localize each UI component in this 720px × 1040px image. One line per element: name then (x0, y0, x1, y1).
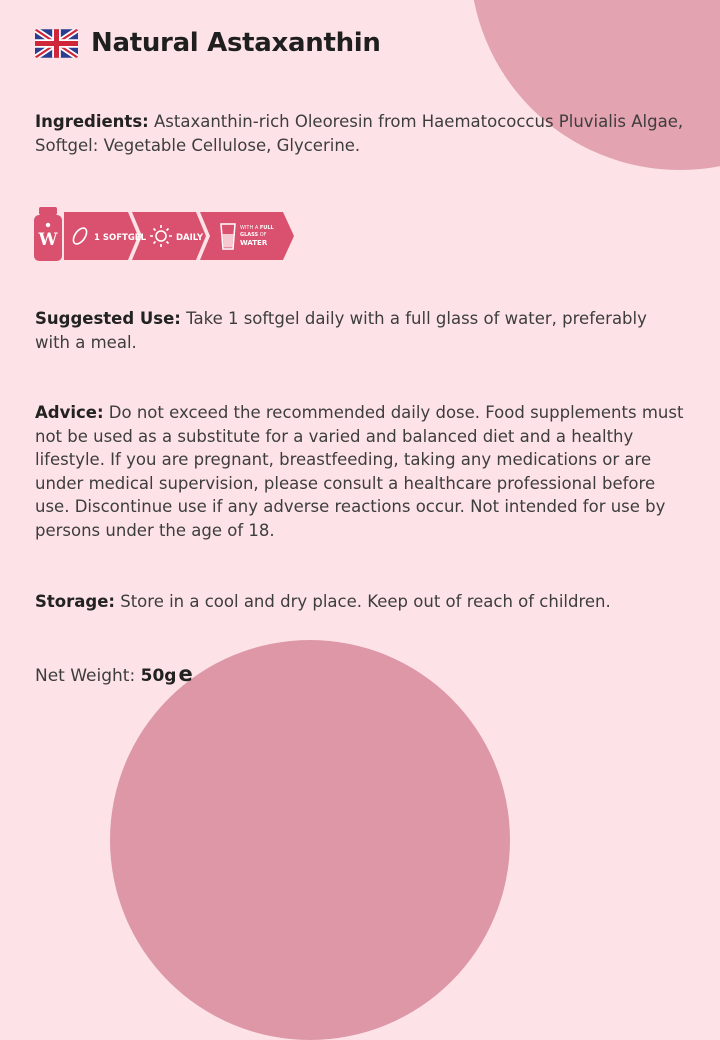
decorative-circle-bottom (110, 640, 510, 1040)
dosage-infographic (33, 205, 297, 263)
page-title: Natural Astaxanthin (91, 28, 381, 58)
svg-text:WITH A FULL (240, 225, 275, 231)
step-daily-label: DAILY (176, 233, 204, 243)
suggested-use-text: Take 1 softgel daily with a full glass of water, preferably with a meal. (35, 309, 647, 352)
advice-section (35, 401, 685, 542)
step-water-of: OF (259, 232, 267, 238)
estimated-sign-icon: e (178, 662, 193, 686)
step-water-full: FULL (259, 225, 274, 231)
ingredients-text: Astaxanthin-rich Oleoresin from Haematococcus Pluvialis Algae, Softgel: Vegetable Cellulose, Glycerine. (35, 112, 684, 155)
suggested-use-section (35, 307, 685, 354)
bottle-icon (34, 207, 62, 261)
storage-text: Store in a cool and dry place. Keep out of reach of children. (114, 592, 611, 611)
svg-text:W: W (38, 230, 58, 250)
advice-label: Advice: (35, 403, 104, 422)
svg-text:GLASS OF (240, 232, 267, 238)
suggested-use-label: Suggested Use: (35, 309, 181, 328)
advice-text: Do not exceed the recommended daily dose. Food supplements must not be used as a substitute for a varied and balanced diet and a healthy lifestyle. If you are pregnant, breastfeeding, taking any medications or are under medical supervision, please consult a healthcare professional before use. Discontinue use if any adverse reactions occur. Not intended for use by persons under the age of 18. (35, 403, 684, 540)
header (35, 28, 381, 58)
ingredients-label: Ingredients: (35, 112, 149, 131)
net-weight-label: Net Weight: (35, 666, 141, 686)
ingredients-section (35, 110, 685, 157)
storage-section (35, 590, 685, 614)
step-water-glass: GLASS (240, 232, 259, 238)
step-water-label: WATER (240, 239, 268, 247)
uk-flag-icon (35, 29, 78, 58)
storage-label: Storage: (35, 592, 115, 611)
net-weight-value: 50g (140, 666, 177, 686)
net-weight-section (35, 663, 685, 689)
step-water-with: WITH A (240, 225, 259, 231)
step-softgel-label: 1 SOFTGEL (94, 233, 147, 243)
